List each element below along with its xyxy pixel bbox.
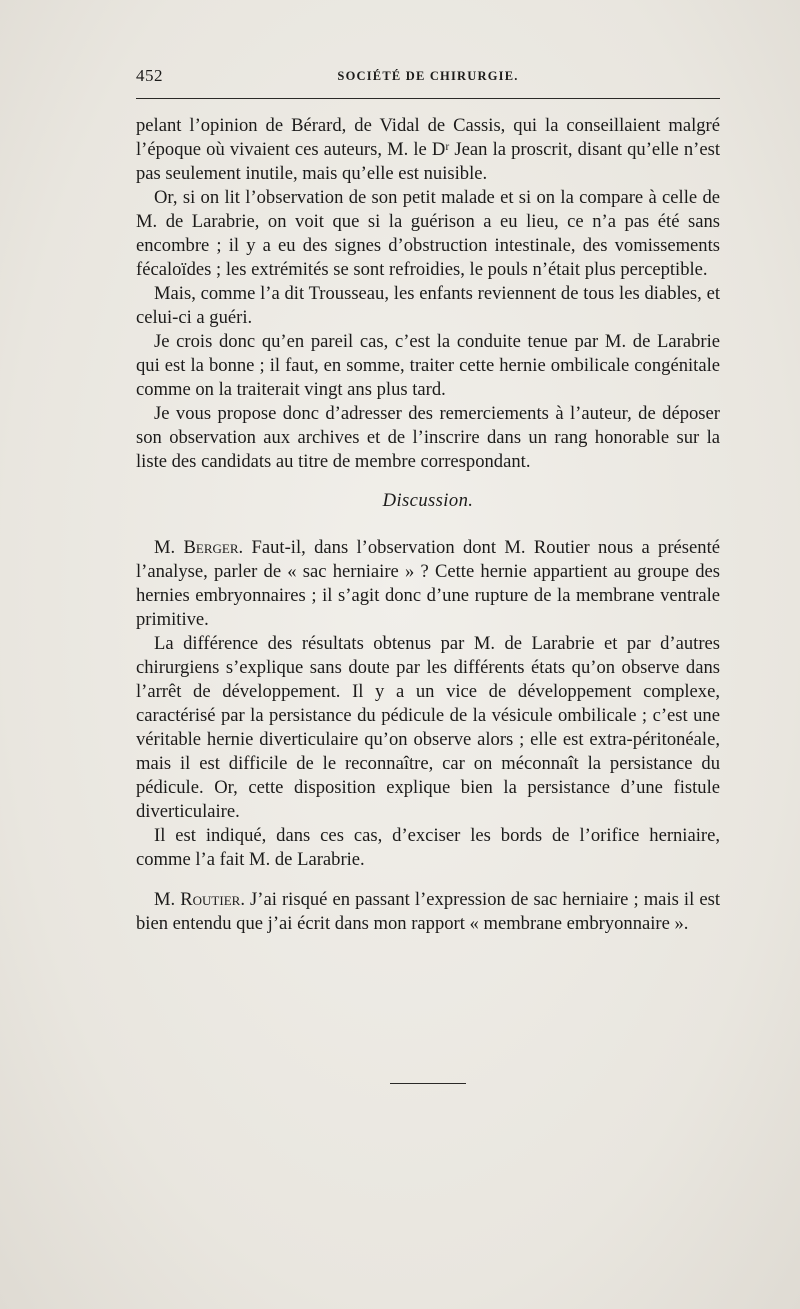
page-number: 452 bbox=[136, 66, 163, 85]
running-head bbox=[136, 66, 720, 88]
speaker-name: M. Berger. bbox=[154, 537, 244, 558]
paragraph: La différence des résultats obtenus par M. de Larabrie et par d’autres chirurgiens s’explique sans doute par les différents états qu’on observe dans l’arrêt de développement. Il y a un vice de développement complexe, caractérisé par la persistance du pédicule de la vésicule ombilicale ; c’est une véritable hernie diverticulaire qu’on observe alors ; elle est extra-péritonéale, mais il est difficile de le reconnaître, car on méconnaît la persistance du pédicule. Or, cette disposition explique bien la persistance d’une fistule diverticulaire. bbox=[136, 633, 720, 822]
paragraph-berger bbox=[136, 536, 720, 632]
speech-text: Faut-il, dans l’observation dont M. Routier nous a présenté l’analyse, parler de « sac herniaire » ? Cette hernie appartient au groupe des hernies embryonnaires ; il s’agit donc d’une rupture de la membrane ventrale primitive. bbox=[136, 537, 720, 630]
speaker-name: M. Routier. bbox=[154, 889, 245, 910]
header-divider bbox=[136, 98, 720, 99]
running-title: SOCIÉTÉ DE CHIRURGIE. bbox=[337, 69, 519, 83]
paragraph: Mais, comme l’a dit Trousseau, les enfants reviennent de tous les diables, et celui-ci a guéri. bbox=[136, 283, 720, 328]
end-divider bbox=[390, 1083, 466, 1084]
section-heading-discussion: Discussion. bbox=[382, 490, 474, 511]
paragraph-continued: pelant l’opinion de Bérard, de Vidal de Cassis, qui la conseillaient malgré l’époque où vivaient ces auteurs, M. le Dʳ Jean la proscrit, disant qu’elle n’est pas seulement inutile, mais qu’elle est nuisible. bbox=[136, 115, 720, 184]
paragraph: Je crois donc qu’en pareil cas, c’est la conduite tenue par M. de Larabrie qui est la bonne ; il faut, en somme, traiter cette hernie ombilicale congénitale comme on la traiterait vingt ans plus tard. bbox=[136, 331, 720, 400]
paragraph: Je vous propose donc d’adresser des remerciements à l’auteur, de déposer son observation aux archives et de l’inscrire dans un rang honorable sur la liste des candidats au titre de membre correspondant. bbox=[136, 403, 720, 472]
speech-text: J’ai risqué en passant l’expression de sac herniaire ; mais il est bien entendu que j’ai écrit dans mon rapport « membrane embryonnaire ». bbox=[136, 889, 720, 934]
paragraph-routier bbox=[136, 888, 720, 936]
paragraph: Il est indiqué, dans ces cas, d’exciser les bords de l’orifice herniaire, comme l’a fait M. de Larabrie. bbox=[136, 825, 720, 870]
body-text bbox=[136, 114, 720, 936]
paragraph: Or, si on lit l’observation de son petit malade et si on la compare à celle de M. de Larabrie, on voit que si la guérison a eu lieu, ce n’a pas été sans encombre ; il y a eu des signes d’obstruction intestinale, des vomissements fécaloïdes ; les extrémités se sont refroidies, le pouls n’était plus perceptible. bbox=[136, 187, 720, 280]
spacer bbox=[136, 872, 720, 888]
